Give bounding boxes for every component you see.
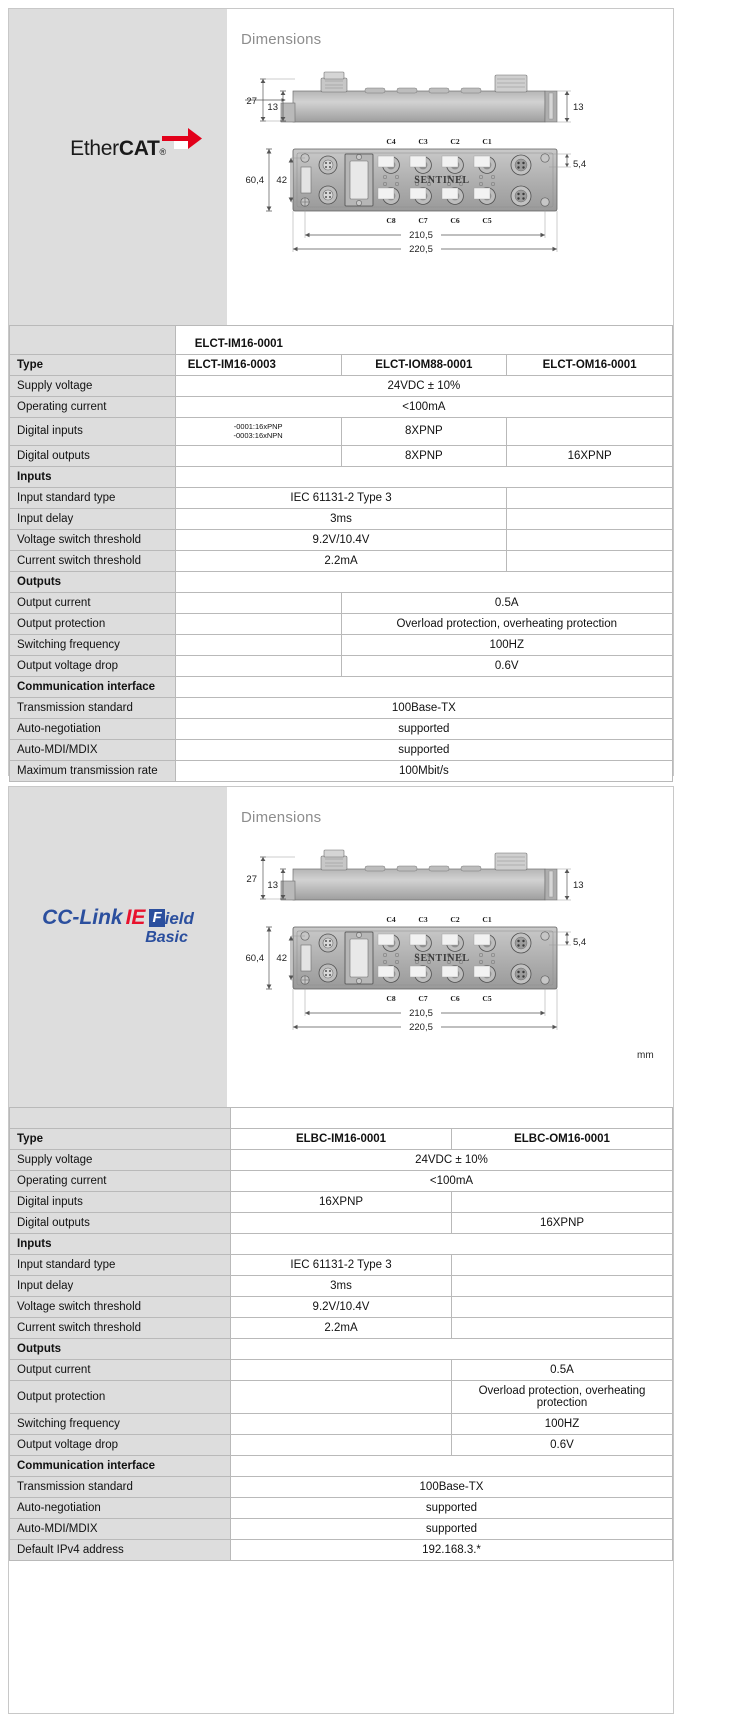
ethercat-logo-registered: ® [159, 147, 166, 157]
dim-13-left: 13 [267, 102, 278, 113]
connector-label-c7: C7 [418, 994, 428, 1003]
row-value: 3ms [175, 508, 507, 529]
dim-210-5: 210,5 [409, 1008, 433, 1019]
row-value: Overload protection, overheating protection [341, 613, 673, 634]
row-label: Digital inputs [10, 1192, 231, 1213]
row-value: 2.2mA [231, 1318, 452, 1339]
header-col-3: ELCT-OM16-0001 [507, 355, 673, 376]
section-label: Communication interface [10, 676, 176, 697]
section-label: Inputs [10, 466, 176, 487]
table-row [10, 550, 673, 571]
row-value: 3ms [231, 1276, 452, 1297]
dim-13-left: 13 [267, 880, 278, 891]
row-value: <100mA [175, 397, 672, 418]
section-blank [231, 1456, 673, 1477]
row-value: 9.2V/10.4V [175, 529, 507, 550]
table-row [10, 1360, 673, 1381]
dim-42: 42 [276, 175, 287, 186]
table-row [10, 655, 673, 676]
dimensions-title: Dimensions [241, 31, 322, 48]
table-row [10, 376, 673, 397]
row-label: Output voltage drop [10, 655, 176, 676]
spec-table-ethercat [9, 325, 673, 782]
row-label: Voltage switch threshold [10, 1297, 231, 1318]
row-value: 100Base-TX [175, 697, 672, 718]
row-label: Input delay [10, 508, 176, 529]
cclink-logo-cclink: CC-Link [42, 906, 123, 929]
table-section-row [10, 1234, 673, 1255]
row-blank [175, 655, 341, 676]
row-value: 100Base-TX [231, 1477, 673, 1498]
row-value: supported [175, 739, 672, 760]
section-label: Inputs [10, 1234, 231, 1255]
row-blank [507, 508, 673, 529]
row-label: Auto-MDI/MDIX [10, 1519, 231, 1540]
section-blank [175, 466, 672, 487]
header-col-1: ELBC-IM16-0001 [231, 1129, 452, 1150]
section-label: Outputs [10, 571, 176, 592]
row-blank [452, 1255, 673, 1276]
row-value: IEC 61131-2 Type 3 [231, 1255, 452, 1276]
dim-60-4: 60,4 [245, 175, 264, 186]
row-value: 100HZ [452, 1414, 673, 1435]
row-label: Output protection [10, 1381, 231, 1414]
row-label: Auto-negotiation [10, 718, 176, 739]
row-blank [231, 1435, 452, 1456]
cclink-logo-basic: Basic [145, 929, 188, 947]
table-row [10, 1150, 673, 1171]
row-label: Input standard type [10, 487, 176, 508]
connector-label-c8: C8 [386, 216, 396, 225]
row-value-c2: 8XPNP [341, 445, 507, 466]
table-section-row [10, 1456, 673, 1477]
module-brand-label: SENTINEL [414, 953, 470, 964]
table-row [10, 529, 673, 550]
table-row [10, 697, 673, 718]
dim-13-right: 13 [573, 880, 584, 891]
row-value-c1 [175, 445, 341, 466]
row-label: Digital outputs [10, 1213, 231, 1234]
row-label: Maximum transmission rate [10, 760, 176, 781]
table-row [10, 1255, 673, 1276]
row-blank [231, 1381, 452, 1414]
row-label: Input delay [10, 1276, 231, 1297]
table-row [10, 397, 673, 418]
table-row [10, 1171, 673, 1192]
header-col-1: ELCT-IM16-0003 [175, 355, 341, 376]
dim-210-5: 210,5 [409, 230, 433, 241]
row-label: Current switch threshold [10, 550, 176, 571]
row-value-c2 [452, 1192, 673, 1213]
row-blank [175, 613, 341, 634]
row-label: Auto-negotiation [10, 1498, 231, 1519]
connector-label-c7: C7 [418, 216, 428, 225]
row-value: Overload protection, overheating protection [452, 1381, 673, 1414]
table-row [10, 1477, 673, 1498]
table-row [10, 1519, 673, 1540]
product-panel-ethercat [8, 8, 674, 776]
spec-table-cclink [9, 1107, 673, 1561]
row-value: 0.5A [341, 592, 673, 613]
table-header-spacer [10, 1108, 673, 1129]
row-blank [175, 634, 341, 655]
row-value: 100HZ [341, 634, 673, 655]
side-view [245, 72, 584, 122]
row-value-c2: 16XPNP [452, 1213, 673, 1234]
row-label: Transmission standard [10, 697, 176, 718]
row-label: Output voltage drop [10, 1435, 231, 1456]
connector-label-c4: C4 [386, 915, 396, 924]
row-label: Default IPv4 address [10, 1540, 231, 1561]
connector-label-c3: C3 [418, 137, 428, 146]
row-label: Supply voltage [10, 376, 176, 397]
row-blank [452, 1297, 673, 1318]
row-label: Operating current [10, 1171, 231, 1192]
cclink-logo-ie: IE [125, 906, 146, 929]
header-col-2: ELCT-IOM88-0001 [341, 355, 507, 376]
dim-27: 27 [246, 874, 257, 885]
connector-label-c2: C2 [450, 137, 460, 146]
dim-42: 42 [276, 953, 287, 964]
table-row [10, 1381, 673, 1414]
table-row [10, 634, 673, 655]
row-label: Digital inputs [10, 418, 176, 446]
row-label: Operating current [10, 397, 176, 418]
row-blank [507, 550, 673, 571]
table-row [10, 760, 673, 781]
table-row [10, 592, 673, 613]
row-value-c1 [175, 418, 341, 446]
dim-13-right: 13 [573, 102, 584, 113]
row-blank [452, 1276, 673, 1297]
row-value-c1: 16XPNP [231, 1192, 452, 1213]
table-row [10, 508, 673, 529]
table-row [10, 487, 673, 508]
digital-inputs-note-0003: -0003:16xNPN [233, 431, 283, 441]
table-row [10, 418, 673, 446]
connector-label-c5: C5 [482, 216, 492, 225]
dim-220-5: 220,5 [409, 244, 433, 255]
row-value: 24VDC ± 10% [231, 1150, 673, 1171]
table-section-row [10, 466, 673, 487]
row-value: 2.2mA [175, 550, 507, 571]
row-blank [231, 1360, 452, 1381]
table-header-spacer [10, 326, 673, 355]
row-value: 0.5A [452, 1360, 673, 1381]
module-brand-label: SENTINEL [414, 175, 470, 186]
row-blank [452, 1318, 673, 1339]
section-label: Outputs [10, 1339, 231, 1360]
row-value: 0.6V [341, 655, 673, 676]
front-view [246, 137, 587, 255]
dim-60-4: 60,4 [245, 953, 264, 964]
row-label: Output protection [10, 613, 176, 634]
row-value-c2: 8XPNP [341, 418, 507, 446]
row-label: Auto-MDI/MDIX [10, 739, 176, 760]
row-value: supported [175, 718, 672, 739]
connector-label-c3: C3 [418, 915, 428, 924]
dim-5-4: 5,4 [573, 937, 587, 948]
section-blank [231, 1234, 673, 1255]
row-value: <100mA [231, 1171, 673, 1192]
row-label: Voltage switch threshold [10, 529, 176, 550]
front-view [246, 915, 587, 1033]
dimensions-title: Dimensions [241, 809, 322, 826]
table-row [10, 1414, 673, 1435]
row-label: Transmission standard [10, 1477, 231, 1498]
row-value: 0.6V [452, 1435, 673, 1456]
connector-label-c8: C8 [386, 994, 396, 1003]
module-dimension-drawing [245, 835, 655, 1065]
section-label: Communication interface [10, 1456, 231, 1477]
section-blank [175, 676, 672, 697]
header-type-label: Type [10, 1129, 231, 1150]
header-type-label: Type [10, 355, 176, 376]
table-header-row [10, 1129, 673, 1150]
table-header-row [10, 355, 673, 376]
digital-inputs-note-0001: -0001:16xPNP [233, 422, 283, 431]
section-blank [175, 571, 672, 592]
row-label: Output current [10, 592, 176, 613]
dim-220-5: 220,5 [409, 1022, 433, 1033]
header-spacer-label [10, 1108, 231, 1129]
connector-label-c1: C1 [482, 137, 492, 146]
connector-label-c1: C1 [482, 915, 492, 924]
connector-label-c4: C4 [386, 137, 396, 146]
table-row [10, 613, 673, 634]
row-label: Output current [10, 1360, 231, 1381]
cclink-ie-field-basic-logo [42, 907, 194, 947]
table-section-row [10, 1339, 673, 1360]
dim-27: 27 [246, 96, 257, 107]
row-value: 9.2V/10.4V [231, 1297, 452, 1318]
ethercat-logo [70, 137, 166, 161]
table-row [10, 1276, 673, 1297]
row-blank [231, 1414, 452, 1435]
table-row [10, 1540, 673, 1561]
header-spacer-label [10, 326, 176, 355]
row-value: 192.168.3.* [231, 1540, 673, 1561]
logo-column-ethercat [9, 9, 227, 325]
row-value-c1 [231, 1213, 452, 1234]
row-label: Digital outputs [10, 445, 176, 466]
cclink-logo-f-box: F [149, 909, 164, 927]
cclink-logo-ield: ield [164, 909, 194, 928]
table-row [10, 1435, 673, 1456]
table-section-row [10, 676, 673, 697]
table-row [10, 1213, 673, 1234]
header-spacer-type [231, 1108, 673, 1129]
ethercat-logo-cat: CAT [118, 137, 160, 160]
row-value: 24VDC ± 10% [175, 376, 672, 397]
row-value: supported [231, 1498, 673, 1519]
ethercat-arrow-icon [162, 128, 202, 149]
table-row [10, 1498, 673, 1519]
connector-label-c5: C5 [482, 994, 492, 1003]
module-dimension-drawing [245, 57, 655, 267]
product-panel-cclink [8, 786, 674, 1714]
row-blank [507, 529, 673, 550]
table-row [10, 1318, 673, 1339]
table-row [10, 718, 673, 739]
dim-5-4: 5,4 [573, 159, 587, 170]
table-row [10, 1192, 673, 1213]
section-blank [231, 1339, 673, 1360]
row-label: Switching frequency [10, 634, 176, 655]
table-section-row [10, 571, 673, 592]
row-value-c3 [507, 418, 673, 446]
unit-label-mm: mm [637, 1050, 654, 1061]
connector-label-c2: C2 [450, 915, 460, 924]
row-label: Input standard type [10, 1255, 231, 1276]
row-value: IEC 61131-2 Type 3 [175, 487, 507, 508]
row-label: Current switch threshold [10, 1318, 231, 1339]
row-value: 100Mbit/s [175, 760, 672, 781]
row-label: Switching frequency [10, 1414, 231, 1435]
connector-label-c6: C6 [450, 994, 460, 1003]
connector-label-c6: C6 [450, 216, 460, 225]
table-row [10, 445, 673, 466]
row-value-c3: 16XPNP [507, 445, 673, 466]
table-row [10, 739, 673, 760]
header-spacer-type [175, 326, 672, 355]
header-col-2: ELBC-OM16-0001 [452, 1129, 673, 1150]
row-blank [507, 487, 673, 508]
side-view [246, 850, 583, 900]
table-row [10, 1297, 673, 1318]
row-value: supported [231, 1519, 673, 1540]
type-col1-line1: ELCT-IM16-0001 [194, 338, 283, 350]
ethercat-logo-ether: Ether [70, 137, 119, 160]
row-blank [175, 592, 341, 613]
row-label: Supply voltage [10, 1150, 231, 1171]
dimensions-column-ethercat [227, 9, 673, 325]
